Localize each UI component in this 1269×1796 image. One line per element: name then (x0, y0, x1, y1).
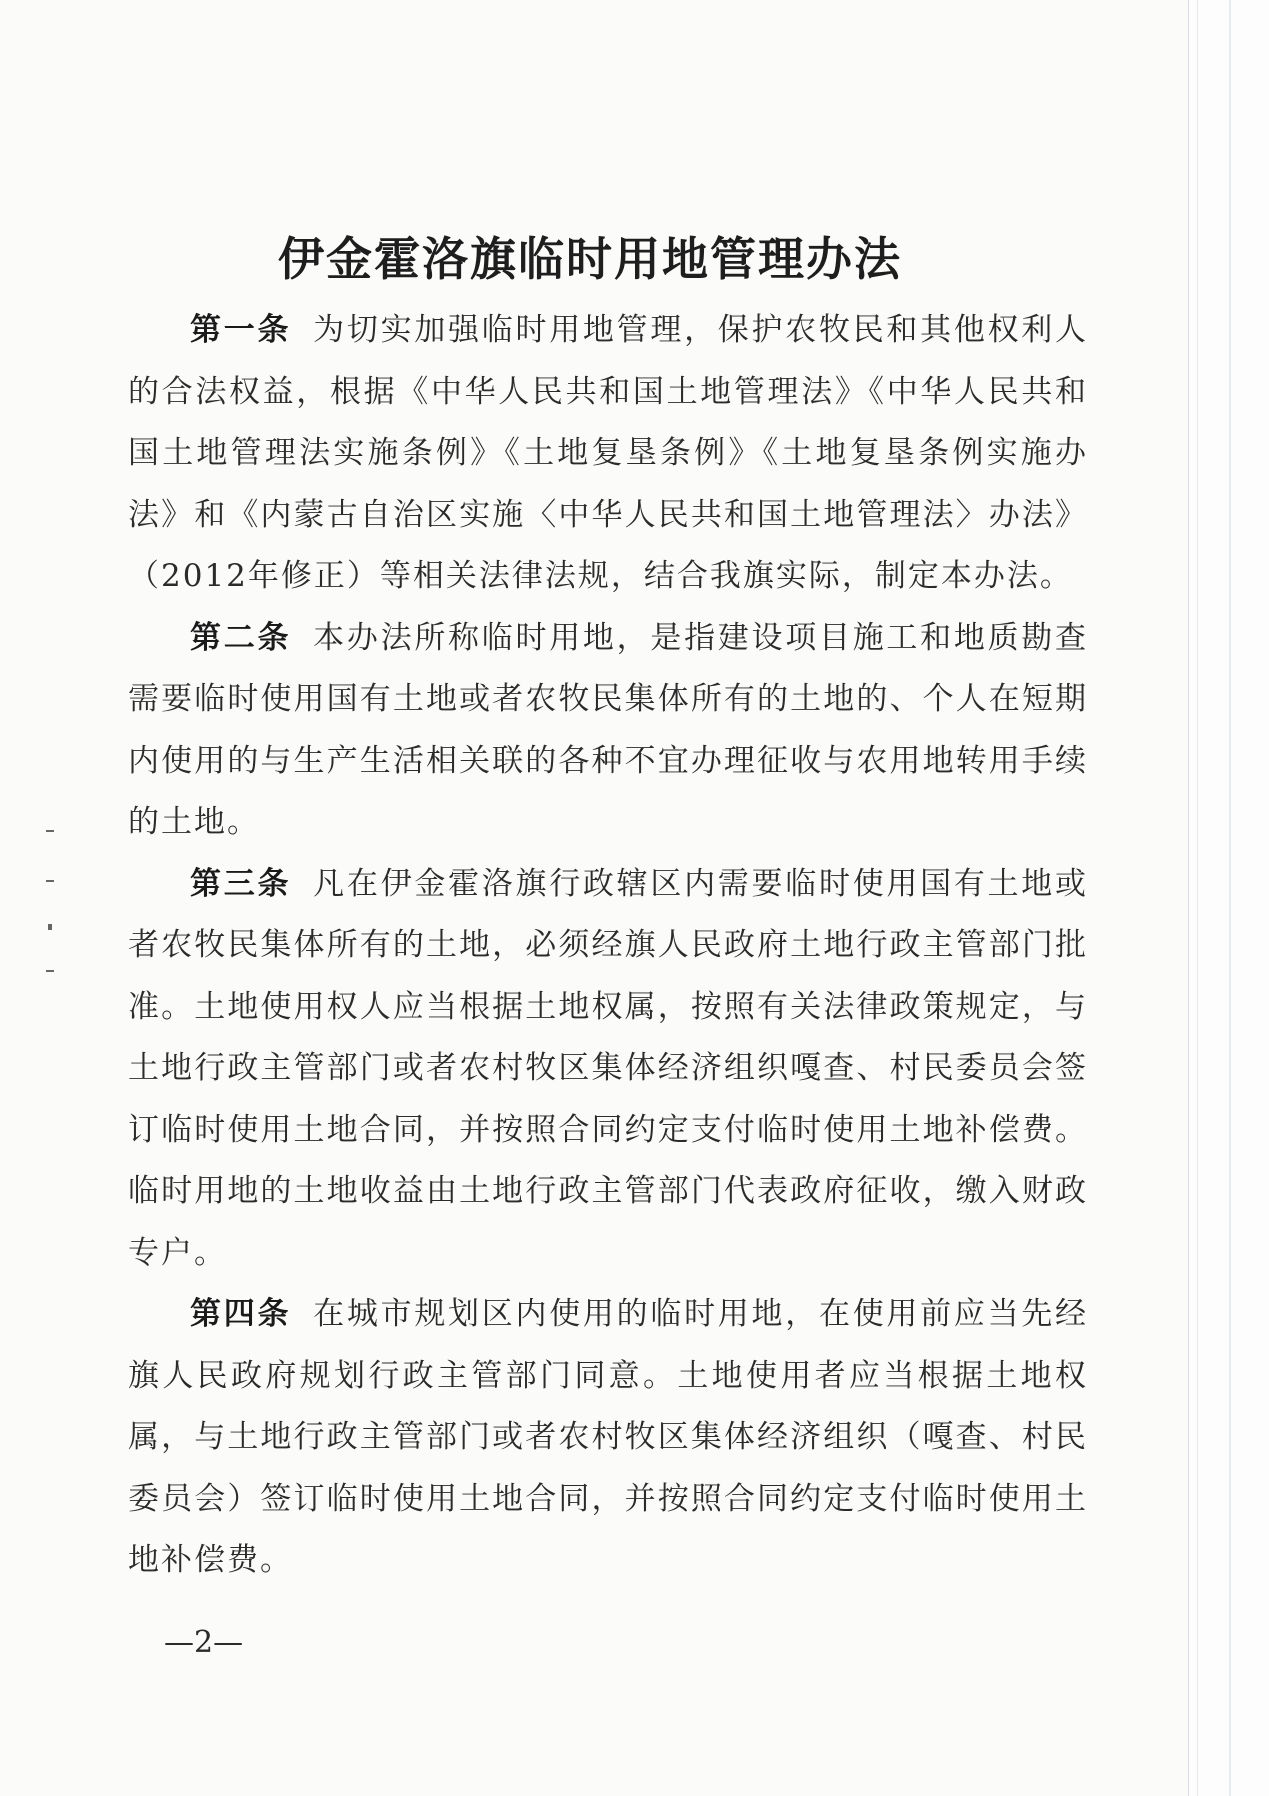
article-4-text: 在城市规划区内使用的临时用地，在使用前应当先经旗人民政府规划行政主管部门同意。土地使用者应当根据土地权属，与土地行政主管部门或者农村牧区集体经济组织（嘎查、村民委员会）签订临时使用土地合同，并按照合同约定支付临时使用土地补偿费。 (128, 1296, 1089, 1578)
article-2-text: 本办法所称临时用地，是指建设项目施工和地质勘查需要临时使用国有土地或者农牧民集体所有的土地的、个人在短期内使用的与生产生活相关联的各种不宜办理征收与农用地转用手续的土地。 (128, 619, 1089, 840)
scan-edge-marks (46, 830, 56, 990)
article-1 (128, 300, 1088, 608)
article-2 (128, 608, 1088, 854)
article-3-label: 第三条 (190, 865, 292, 902)
document-body (128, 300, 1088, 1592)
article-4 (128, 1284, 1088, 1592)
document-title: 伊金霍洛旗临时用地管理办法 (278, 231, 902, 286)
article-1-text: 为切实加强临时用地管理，保护农牧民和其他权利人的合法权益，根据《中华人民共和国土地管理法》《中华人民共和国土地管理法实施条例》《土地复垦条例》《土地复垦条例实施办法》和《内蒙古自治区实施〈中华人民共和国土地管理法〉办法》（2012年修正）等相关法律法规，结合我旗实际，制定本办法。 (128, 312, 1089, 594)
page-number: —2— (164, 1625, 244, 1660)
article-1-label: 第一条 (190, 312, 292, 348)
article-3 (128, 854, 1088, 1285)
binding-edge (1188, 0, 1269, 1796)
article-4-label: 第四条 (190, 1296, 292, 1332)
article-2-label: 第二条 (190, 619, 292, 656)
article-3-text: 凡在伊金霍洛旗行政辖区内需要临时使用国有土地或者农牧民集体所有的土地，必须经旗人民政府土地行政主管部门批准。土地使用权人应当根据土地权属，按照有关法律政策规定，与土地行政主管部门或者农村牧区集体经济组织嘎查、村民委员会签订临时使用土地合同，并按照合同约定支付临时使用土地补偿费。临时用地的土地收益由土地行政主管部门代表政府征收，缴入财政专户。 (128, 865, 1089, 1271)
